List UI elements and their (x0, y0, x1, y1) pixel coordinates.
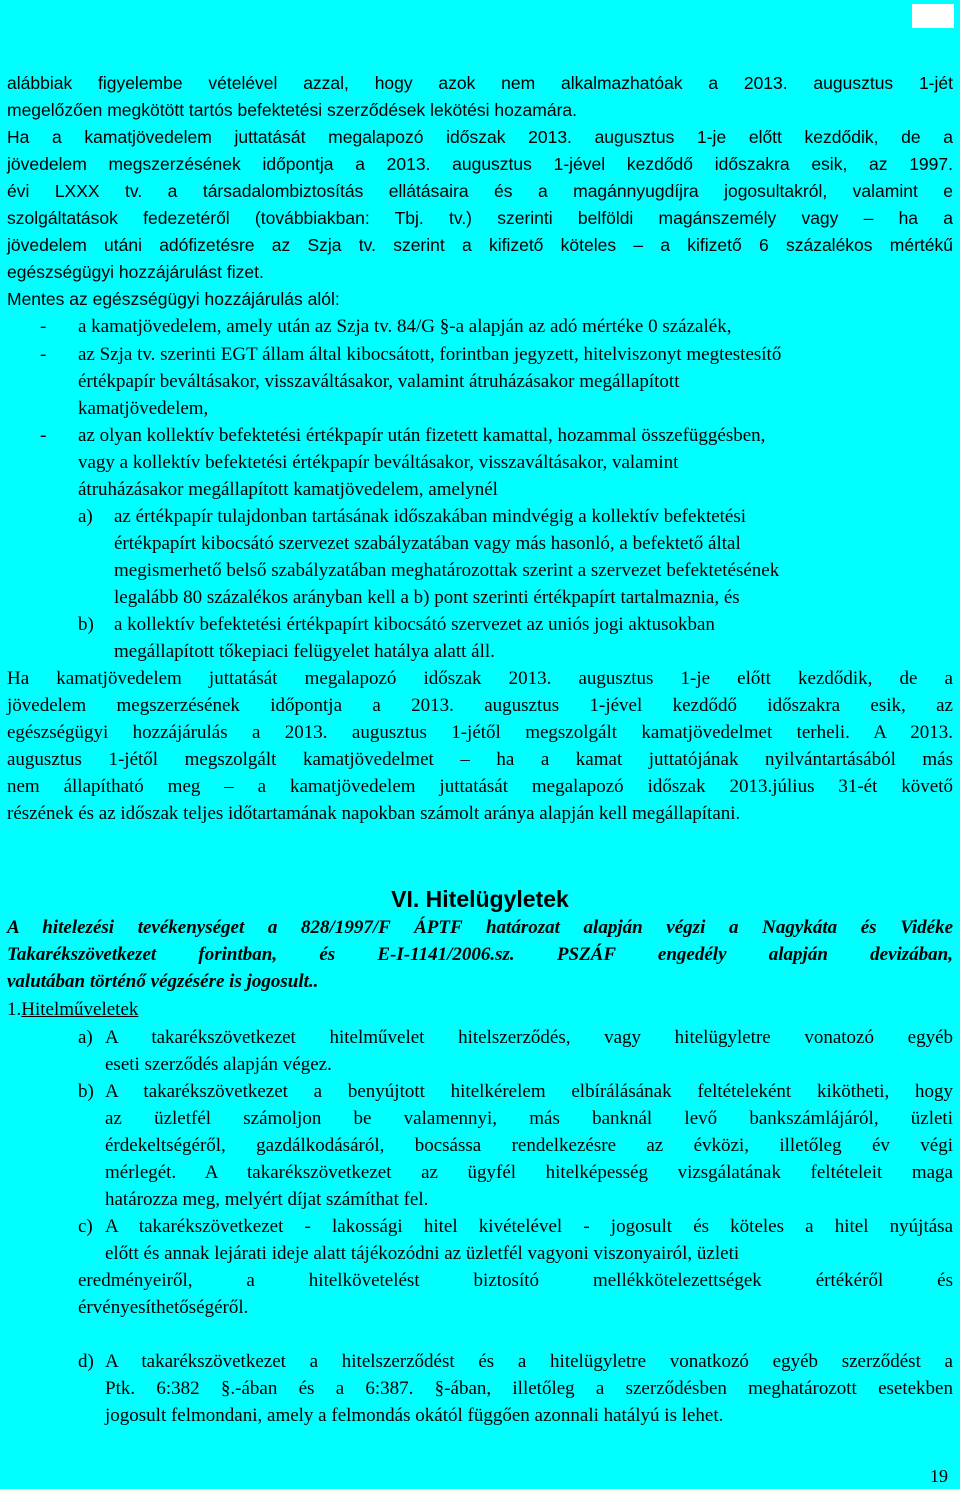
subsection-heading (7, 996, 138, 1023)
text-line: jövedelem megszerzésének időpontja a 2013. augusztus 1-jével kezdődő időszakra esik, az (7, 695, 953, 716)
page-number: 19 (930, 1466, 948, 1486)
item-text: az üzletfél számoljon be valamennyi, más banknál levő bankszámlájáról, üzleti (105, 1108, 953, 1129)
text-line: jövedelem megszerzésének időpontja a 2013. augusztus 1-jével kezdődő időszakra esik, az 1997. (7, 154, 953, 174)
item-text: határozza meg, melyért díjat számíthat fel. (105, 1189, 429, 1210)
item-text: előtt és annak lejárati ideje alatt tájékozódni az üzletfél vagyoni viszonyairól, üzleti (105, 1243, 740, 1264)
item-text: eredményeiről, a hitelkövetelést biztosító mellékkötelezettségek értékéről és (78, 1270, 953, 1291)
text-line: egészségügyi hozzájárulást fizet. (7, 262, 264, 282)
subsection-number: 1. (7, 999, 22, 1020)
subsection-title: Hitelműveletek (21, 999, 139, 1020)
text-line: Ha kamatjövedelem juttatását megalapozó időszak 2013. augusztus 1-je előtt kezdődik, de a (7, 668, 953, 689)
text-line: egészségügyi hozzájárulás a 2013. augusztus 1-jétől megszolgált kamatjövedelmet terheli. A 2013. (7, 722, 953, 743)
item-text: A takarékszövetkezet - lakossági hitel kivételével - jogosult és köteles a hitel nyújtása (105, 1216, 953, 1237)
text-line: Mentes az egészségügyi hozzájárulás alól: (7, 289, 340, 309)
list-item-text: vagy a kollektív befektetési értékpapír beváltásakor, visszaváltásakor, valamint (78, 452, 679, 473)
intro-line: Takarékszövetkezet forintban, és E-I-1141/2006.sz. PSZÁF engedély alapján devizában, (7, 944, 953, 965)
item-text: mérlegét. A takarékszövetkezet az ügyfél hitelképesség vizsgálatának feltételeit maga (105, 1162, 953, 1183)
list-item-text: a kamatjövedelem, amely után az Szja tv. 84/G §-a alapján az adó mértéke 0 százalék, (78, 316, 732, 337)
item-marker: b) (78, 1081, 94, 1102)
sublist-text: az értékpapír tulajdonban tartásának időszakában mindvégig a kollektív befektetési (114, 506, 747, 527)
sublist-text: legalább 80 százalékos arányban kell a b) pont szerinti értékpapírt tartalmaznia, és (114, 587, 740, 608)
list-item-text: kamatjövedelem, (78, 398, 209, 419)
item-text: jogosult felmondani, amely a felmondás okától függően azonnali hatályú is lehet. (105, 1405, 724, 1426)
section-title: VI. Hitelügyletek (391, 886, 569, 912)
item-marker: a) (78, 1027, 93, 1048)
item-text: eseti szerződés alapján végez. (105, 1054, 332, 1075)
intro-line: A hitelezési tevékenységet a 828/1997/F ÁPTF határozat alapján végzi a Nagykáta és Vidéke (7, 917, 953, 938)
item-text: A takarékszövetkezet hitelművelet hitelszerződés, vagy hitelügyletre vonatozó egyéb (105, 1027, 953, 1048)
sublist-text: értékpapírt kibocsátó szervezet szabályzatában vagy más hasonló, a befektető által (114, 533, 741, 554)
list-dash: - (40, 425, 47, 446)
text-line: augusztus 1-jétől megszolgált kamatjövedelmet – ha a kamat juttatójának nyilvántartásából más (7, 749, 953, 770)
text-line: részének és az időszak teljes időtartamának napokban számolt aránya alapján kell megállapítani. (7, 803, 741, 824)
corner-white-box (912, 4, 954, 28)
list-dash: - (40, 316, 47, 337)
text-line: évi LXXX tv. a társadalombiztosítás ellátásaira és a magánnyugdíjra jogosultakról, valamint e (7, 181, 953, 201)
sublist-marker: b) (78, 614, 94, 635)
sublist-marker: a) (78, 506, 93, 527)
item-text: érvényesíthetőségéről. (78, 1297, 249, 1318)
sublist-text: megismerhető belső szabályzatában meghatározottak szerint a szervezet befektetésének (114, 560, 780, 581)
text-line: megelőzően megkötött tartós befektetési szerződések lekötési hozamára. (7, 100, 578, 120)
sublist-text: megállapított tőkepiaci felügyelet hatálya alatt áll. (114, 641, 495, 662)
list-item-text: az olyan kollektív befektetési értékpapír után fizetett kamattal, hozammal összefüggésben, (78, 425, 766, 446)
text-line: nem állapítható meg – a kamatjövedelem juttatását megalapozó időszak 2013.július 31-ét követő (7, 776, 953, 797)
text-line: Ha a kamatjövedelem juttatását megalapozó időszak 2013. augusztus 1-je előtt kezdődik, de a (7, 127, 953, 147)
item-text: érdekeltségéről, gazdálkodásáról, bocsássa rendelkezésre az évközi, illetőleg év végi (105, 1135, 953, 1156)
intro-line: valutában történő végzésére is jogosult.. (7, 971, 319, 992)
item-text: Ptk. 6:382 §.-ában és a 6:387. §-ában, illetőleg a szerződésben meghatározott esetekben (105, 1378, 953, 1399)
text-line: szolgáltatások fedezetéről (továbbiakban: Tbj. tv.) szerinti belföldi magánszemély vagy – ha a (7, 208, 953, 228)
item-marker: c) (78, 1216, 93, 1237)
list-item-text: átruházásakor megállapított kamatjövedelem, amelynél (78, 479, 498, 500)
list-item-text: az Szja tv. szerinti EGT állam által kibocsátott, forintban jegyzett, hitelviszonyt megtestesítő (78, 344, 782, 365)
item-text: A takarékszövetkezet a benyújtott hitelkérelem elbírálásának feltételeként kikötheti, hogy (105, 1081, 953, 1102)
text-line: jövedelem utáni adófizetésre az Szja tv. szerint a kifizető köteles – a kifizető 6 százalékos mértékű (7, 235, 953, 255)
item-marker: d) (78, 1351, 94, 1372)
item-text: A takarékszövetkezet a hitelszerződést és a hitelügyletre vonatkozó egyéb szerződést a (105, 1351, 953, 1372)
text-line: alábbiak figyelembe vételével azzal, hogy azok nem alkalmazhatóak a 2013. augusztus 1-jét (7, 73, 953, 93)
list-dash: - (40, 344, 47, 365)
sublist-text: a kollektív befektetési értékpapírt kibocsátó szervezet az uniós jogi aktusokban (114, 614, 715, 635)
list-item-text: értékpapír beváltásakor, visszaváltásakor, valamint átruházásakor megállapított (78, 371, 680, 392)
